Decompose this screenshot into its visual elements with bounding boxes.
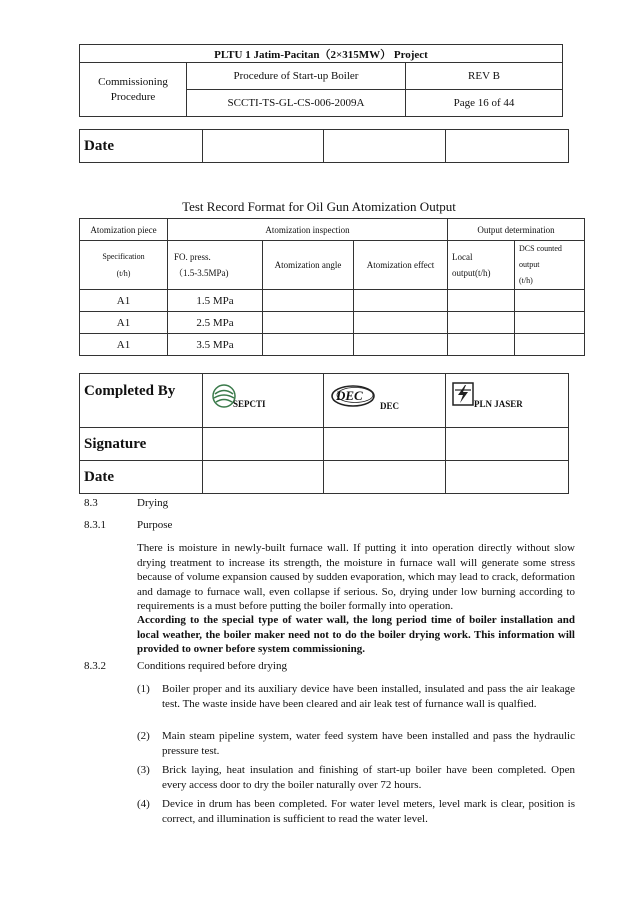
empty-cell — [354, 334, 448, 356]
local-output-header — [448, 241, 515, 290]
dcs-output-unit: (t/h) — [519, 276, 533, 285]
local-output-label: Local — [452, 252, 473, 262]
output-determination-header: Output determination — [448, 219, 585, 241]
list-item — [137, 729, 575, 758]
dcs-output-header — [515, 241, 585, 290]
procedure-type: Commissioning Procedure — [80, 63, 187, 117]
empty-cell — [448, 290, 515, 312]
list-item-number: (1) — [137, 683, 150, 695]
fo-pressure-label: FO. press. — [174, 252, 211, 262]
atomization-angle-header: Atomization angle — [263, 241, 354, 290]
dec-logo-text: DEC — [336, 388, 363, 403]
document-number: SCCTI-TS-GL-CS-006-2009A — [187, 90, 406, 117]
list-item-text: Device in drum has been completed. For water level meters, level mark is clear, position is correct, and illumination is sufficient to read the water level. — [162, 798, 575, 825]
sepcti-cell — [203, 374, 324, 428]
section-number: 8.3.1 — [84, 519, 106, 531]
table-row — [80, 334, 585, 356]
empty-cell — [448, 334, 515, 356]
atomization-inspection-header: Atomization inspection — [168, 219, 448, 241]
date-label: Date — [80, 461, 203, 494]
signature-label: Signature — [80, 428, 203, 461]
list-item — [137, 797, 575, 826]
list-item-number: (3) — [137, 764, 150, 776]
list-item-text: Brick laying, heat insulation and finishing of start-up boiler have been completed. Open every access door to dry the boiler naturally over 72 hours. — [162, 764, 575, 791]
empty-cell — [515, 290, 585, 312]
local-output-unit: output(t/h) — [452, 268, 491, 278]
signature-cell — [203, 428, 324, 461]
section-title: Purpose — [137, 519, 173, 531]
specification-label: Specification — [102, 252, 145, 261]
date-cell — [324, 130, 446, 163]
table-row — [80, 290, 585, 312]
list-item-number: (2) — [137, 730, 150, 742]
date-label: Date — [80, 130, 203, 163]
signature-cell — [446, 428, 569, 461]
page-number: Page 16 of 44 — [406, 90, 563, 117]
date-cell — [446, 461, 569, 494]
list-item-text: Boiler proper and its auxiliary device have been installed, insulated and pass the air leakage test. The waste inside have been cleared and air leak test of furnance wall is qualfied. — [162, 683, 575, 710]
document-header — [79, 44, 563, 117]
empty-cell — [515, 334, 585, 356]
empty-cell — [515, 312, 585, 334]
pressure-cell: 1.5 MPa — [168, 290, 263, 312]
section-title: Drying — [137, 497, 169, 509]
date-cell — [203, 461, 324, 494]
pln-jaser-logo-icon — [452, 382, 474, 406]
pln-jaser-label: PLN JASER — [474, 399, 523, 409]
atomization-piece-header: Atomization piece — [80, 219, 168, 241]
signature-cell — [324, 428, 446, 461]
completed-by-label: Completed By — [80, 374, 203, 428]
dec-cell — [324, 374, 446, 428]
dec-label: DEC — [380, 401, 400, 411]
project-title: PLTU 1 Jatim-Pacitan（2×315MW） Project — [80, 45, 563, 63]
list-item — [137, 682, 575, 711]
specification-unit: (t/h) — [116, 269, 131, 278]
piece-cell: A1 — [80, 312, 168, 334]
sepcti-label: SEPCTI — [233, 399, 266, 409]
revision: REV B — [406, 63, 563, 90]
list-item-number: (4) — [137, 798, 150, 810]
empty-cell — [354, 290, 448, 312]
section-number: 8.3 — [84, 497, 98, 509]
dcs-output-label: DCS counted output — [519, 244, 562, 269]
fo-pressure-header — [168, 241, 263, 290]
date-cell — [203, 130, 324, 163]
fo-pressure-range: （1.5-3.5MPa) — [174, 268, 229, 278]
drying-note-paragraph: According to the special type of water wall, the long period time of boiler installation and local weather, the boiler maker need not to do the boiler drying work. This information will provided to owner before system commissioning. — [137, 614, 575, 655]
empty-cell — [448, 312, 515, 334]
completed-by-table — [79, 373, 569, 494]
test-record-title: Test Record Format for Oil Gun Atomization Output — [182, 199, 456, 214]
empty-cell — [263, 290, 354, 312]
test-record-table — [79, 218, 585, 356]
piece-cell: A1 — [80, 334, 168, 356]
date-table — [79, 129, 569, 163]
list-item — [137, 763, 575, 792]
section-number: 8.3.2 — [84, 660, 106, 672]
date-cell — [446, 130, 569, 163]
empty-cell — [354, 312, 448, 334]
purpose-paragraph: There is moisture in newly-built furnace wall. If putting it into operation directly without slow drying treatment to increase its strength, the moisture in furnace wall will generate some stress because of volume expansion caused by sudden evaporation, which may lead to crack, deformation and damage to furnace wall, even collapse if serious. So, drying under low burning according to requirements is a must before putting the boiler formally into operation. — [137, 542, 575, 612]
date-cell — [324, 461, 446, 494]
pressure-cell: 3.5 MPa — [168, 334, 263, 356]
empty-cell — [263, 334, 354, 356]
piece-cell: A1 — [80, 290, 168, 312]
specification-header — [80, 241, 168, 290]
atomization-effect-header: Atomization effect — [354, 241, 448, 290]
list-item-text: Main steam pipeline system, water feed system have been installed and pass the hydraulic pressure test. — [162, 730, 575, 757]
empty-cell — [263, 312, 354, 334]
procedure-name: Procedure of Start-up Boiler — [187, 63, 406, 90]
table-row — [80, 312, 585, 334]
pressure-cell: 2.5 MPa — [168, 312, 263, 334]
section-title: Conditions required before drying — [137, 660, 287, 672]
pln-jaser-cell — [446, 374, 569, 428]
